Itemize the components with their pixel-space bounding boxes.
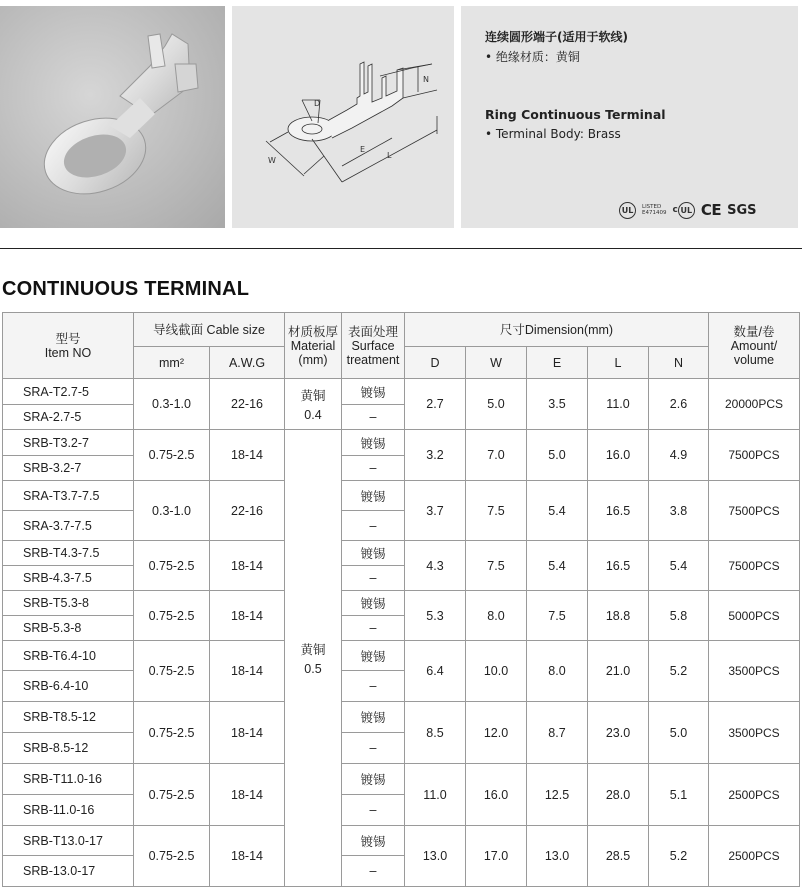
header-surface: 表面处理 Surface treatment bbox=[342, 313, 405, 379]
dim-d: 4.3 bbox=[405, 541, 466, 591]
material-cell bbox=[285, 379, 342, 430]
surface-treatment: 镀锡 bbox=[342, 702, 405, 733]
product-title-en: Ring Continuous Terminal bbox=[485, 107, 666, 122]
dim-n: 5.1 bbox=[649, 764, 709, 826]
dimension-diagram bbox=[232, 6, 454, 228]
item-no: SRB-T4.3-7.5 bbox=[3, 541, 134, 566]
table-row bbox=[3, 641, 800, 671]
header-dimension: 尺寸Dimension(mm) bbox=[405, 313, 709, 347]
section-divider bbox=[0, 248, 802, 249]
header-material: 材质板厚 Material (mm) bbox=[285, 313, 342, 379]
surface-treatment: 镀锡 bbox=[342, 764, 405, 795]
item-no: SRB-3.2-7 bbox=[3, 456, 134, 481]
surface-treatment: 镀锡 bbox=[342, 641, 405, 671]
dim-n: 3.8 bbox=[649, 481, 709, 541]
material-cell bbox=[285, 430, 342, 887]
header-n: N bbox=[649, 347, 709, 379]
cable-mm2: 0.75-2.5 bbox=[134, 541, 210, 591]
dim-d: 11.0 bbox=[405, 764, 466, 826]
surface-treatment: – bbox=[342, 456, 405, 481]
dim-d: 2.7 bbox=[405, 379, 466, 430]
dim-w: 7.5 bbox=[466, 481, 527, 541]
dim-e: 5.4 bbox=[527, 541, 588, 591]
header-cable-size: 导线截面 Cable size bbox=[134, 313, 285, 347]
dim-d: 5.3 bbox=[405, 591, 466, 641]
cable-awg: 18-14 bbox=[210, 641, 285, 702]
dim-l: 11.0 bbox=[588, 379, 649, 430]
ul-logo: UL bbox=[619, 202, 636, 219]
amount: 5000PCS bbox=[709, 591, 800, 641]
cul-logo: UL bbox=[678, 202, 695, 219]
dim-e: 8.0 bbox=[527, 641, 588, 702]
material-cn: • 绝缘材质：黄铜 bbox=[485, 50, 580, 64]
item-no: SRA-T2.7-5 bbox=[3, 379, 134, 405]
dim-d: 3.2 bbox=[405, 430, 466, 481]
material-name: 黄铜 bbox=[300, 389, 326, 403]
cable-awg: 18-14 bbox=[210, 430, 285, 481]
dim-n: 5.2 bbox=[649, 641, 709, 702]
dim-e: 3.5 bbox=[527, 379, 588, 430]
technical-drawing bbox=[232, 6, 454, 228]
item-no: SRB-T8.5-12 bbox=[3, 702, 134, 733]
cable-mm2: 0.75-2.5 bbox=[134, 430, 210, 481]
table-row bbox=[3, 826, 800, 856]
surface-treatment: – bbox=[342, 616, 405, 641]
cable-awg: 18-14 bbox=[210, 826, 285, 887]
dim-l: 21.0 bbox=[588, 641, 649, 702]
item-no: SRB-13.0-17 bbox=[3, 856, 134, 887]
dim-l: 16.0 bbox=[588, 430, 649, 481]
dim-e: 13.0 bbox=[527, 826, 588, 887]
header-mm2: mm² bbox=[134, 347, 210, 379]
dim-w: 5.0 bbox=[466, 379, 527, 430]
section-heading: CONTINUOUS TERMINAL bbox=[2, 278, 250, 300]
dim-label-e: E bbox=[360, 145, 366, 154]
amount: 2500PCS bbox=[709, 826, 800, 887]
dim-e: 12.5 bbox=[527, 764, 588, 826]
dim-w: 8.0 bbox=[466, 591, 527, 641]
surface-treatment: – bbox=[342, 795, 405, 826]
amount: 3500PCS bbox=[709, 641, 800, 702]
dim-l: 16.5 bbox=[588, 541, 649, 591]
dim-w: 7.0 bbox=[466, 430, 527, 481]
dim-l: 23.0 bbox=[588, 702, 649, 764]
header-item: 型号 Item NO bbox=[3, 313, 134, 379]
table-row bbox=[3, 481, 800, 511]
table-row bbox=[3, 541, 800, 566]
dim-d: 8.5 bbox=[405, 702, 466, 764]
cable-awg: 18-14 bbox=[210, 541, 285, 591]
cable-awg: 18-14 bbox=[210, 591, 285, 641]
product-photo bbox=[0, 6, 225, 228]
table-row bbox=[3, 430, 800, 456]
amount: 7500PCS bbox=[709, 430, 800, 481]
surface-treatment: – bbox=[342, 405, 405, 430]
product-info-panel bbox=[461, 6, 798, 228]
surface-treatment: 镀锡 bbox=[342, 541, 405, 566]
surface-treatment: 镀锡 bbox=[342, 591, 405, 616]
item-no: SRA-3.7-7.5 bbox=[3, 511, 134, 541]
cul-c-mark: c bbox=[672, 205, 678, 215]
amount: 7500PCS bbox=[709, 481, 800, 541]
dim-e: 8.7 bbox=[527, 702, 588, 764]
dim-n: 2.6 bbox=[649, 379, 709, 430]
dim-label-d: D bbox=[314, 99, 321, 108]
material-en: • Terminal Body: Brass bbox=[485, 127, 621, 141]
cable-awg: 22-16 bbox=[210, 379, 285, 430]
dim-n: 5.2 bbox=[649, 826, 709, 887]
sgs-logo: SGS bbox=[727, 202, 757, 218]
ul-listed-mark: LISTED E471409 bbox=[642, 204, 667, 216]
material-name: 黄铜 bbox=[300, 643, 326, 657]
cable-awg: 18-14 bbox=[210, 764, 285, 826]
dim-w: 16.0 bbox=[466, 764, 527, 826]
surface-treatment: 镀锡 bbox=[342, 826, 405, 856]
dim-n: 5.0 bbox=[649, 702, 709, 764]
dim-l: 18.8 bbox=[588, 591, 649, 641]
item-no: SRB-T13.0-17 bbox=[3, 826, 134, 856]
dim-e: 7.5 bbox=[527, 591, 588, 641]
item-no: SRB-T11.0-16 bbox=[3, 764, 134, 795]
dim-n: 5.4 bbox=[649, 541, 709, 591]
amount: 2500PCS bbox=[709, 764, 800, 826]
dim-n: 4.9 bbox=[649, 430, 709, 481]
surface-treatment: – bbox=[342, 671, 405, 702]
ring-terminal-photo bbox=[0, 6, 225, 228]
dim-w: 12.0 bbox=[466, 702, 527, 764]
cable-mm2: 0.75-2.5 bbox=[134, 591, 210, 641]
cable-mm2: 0.75-2.5 bbox=[134, 702, 210, 764]
dim-d: 6.4 bbox=[405, 641, 466, 702]
ce-logo: CE bbox=[700, 201, 722, 219]
dim-label-l: L bbox=[387, 151, 392, 160]
dim-e: 5.4 bbox=[527, 481, 588, 541]
amount: 3500PCS bbox=[709, 702, 800, 764]
item-no: SRB-11.0-16 bbox=[3, 795, 134, 826]
cable-mm2: 0.75-2.5 bbox=[134, 826, 210, 887]
cable-mm2: 0.3-1.0 bbox=[134, 379, 210, 430]
dim-n: 5.8 bbox=[649, 591, 709, 641]
header-d: D bbox=[405, 347, 466, 379]
table-row bbox=[3, 591, 800, 616]
surface-treatment: 镀锡 bbox=[342, 430, 405, 456]
item-no: SRB-T3.2-7 bbox=[3, 430, 134, 456]
dim-w: 17.0 bbox=[466, 826, 527, 887]
dim-w: 10.0 bbox=[466, 641, 527, 702]
item-no: SRB-T5.3-8 bbox=[3, 591, 134, 616]
spec-table bbox=[2, 312, 800, 887]
dim-l: 28.5 bbox=[588, 826, 649, 887]
surface-treatment: – bbox=[342, 566, 405, 591]
material-thickness: 0.5 bbox=[304, 662, 322, 676]
cable-mm2: 0.3-1.0 bbox=[134, 481, 210, 541]
cable-awg: 18-14 bbox=[210, 702, 285, 764]
surface-treatment: 镀锡 bbox=[342, 481, 405, 511]
table-row bbox=[3, 379, 800, 405]
header-e: E bbox=[527, 347, 588, 379]
material-thickness: 0.4 bbox=[304, 408, 322, 422]
dim-e: 5.0 bbox=[527, 430, 588, 481]
dim-label-w: W bbox=[268, 156, 276, 165]
cable-mm2: 0.75-2.5 bbox=[134, 641, 210, 702]
dim-d: 3.7 bbox=[405, 481, 466, 541]
header-w: W bbox=[466, 347, 527, 379]
amount: 7500PCS bbox=[709, 541, 800, 591]
spec-table-body bbox=[3, 379, 800, 887]
certification-logos bbox=[619, 199, 757, 221]
table-row bbox=[3, 702, 800, 733]
surface-treatment: 镀锡 bbox=[342, 379, 405, 405]
surface-treatment: – bbox=[342, 733, 405, 764]
item-no: SRB-6.4-10 bbox=[3, 671, 134, 702]
header-awg: A.W.G bbox=[210, 347, 285, 379]
cable-mm2: 0.75-2.5 bbox=[134, 764, 210, 826]
product-title-cn: 连续圆形端子(适用于软线) bbox=[485, 30, 628, 44]
dim-w: 7.5 bbox=[466, 541, 527, 591]
surface-treatment: – bbox=[342, 856, 405, 887]
header-l: L bbox=[588, 347, 649, 379]
item-no: SRB-8.5-12 bbox=[3, 733, 134, 764]
item-no: SRB-5.3-8 bbox=[3, 616, 134, 641]
dim-l: 16.5 bbox=[588, 481, 649, 541]
item-no: SRA-T3.7-7.5 bbox=[3, 481, 134, 511]
table-row bbox=[3, 764, 800, 795]
item-no: SRB-4.3-7.5 bbox=[3, 566, 134, 591]
surface-treatment: – bbox=[342, 511, 405, 541]
item-no: SRB-T6.4-10 bbox=[3, 641, 134, 671]
dim-label-n: N bbox=[423, 75, 429, 84]
header-amount: 数量/卷 Amount/ volume bbox=[709, 313, 800, 379]
dim-l: 28.0 bbox=[588, 764, 649, 826]
amount: 20000PCS bbox=[709, 379, 800, 430]
cable-awg: 22-16 bbox=[210, 481, 285, 541]
item-no: SRA-2.7-5 bbox=[3, 405, 134, 430]
dim-d: 13.0 bbox=[405, 826, 466, 887]
